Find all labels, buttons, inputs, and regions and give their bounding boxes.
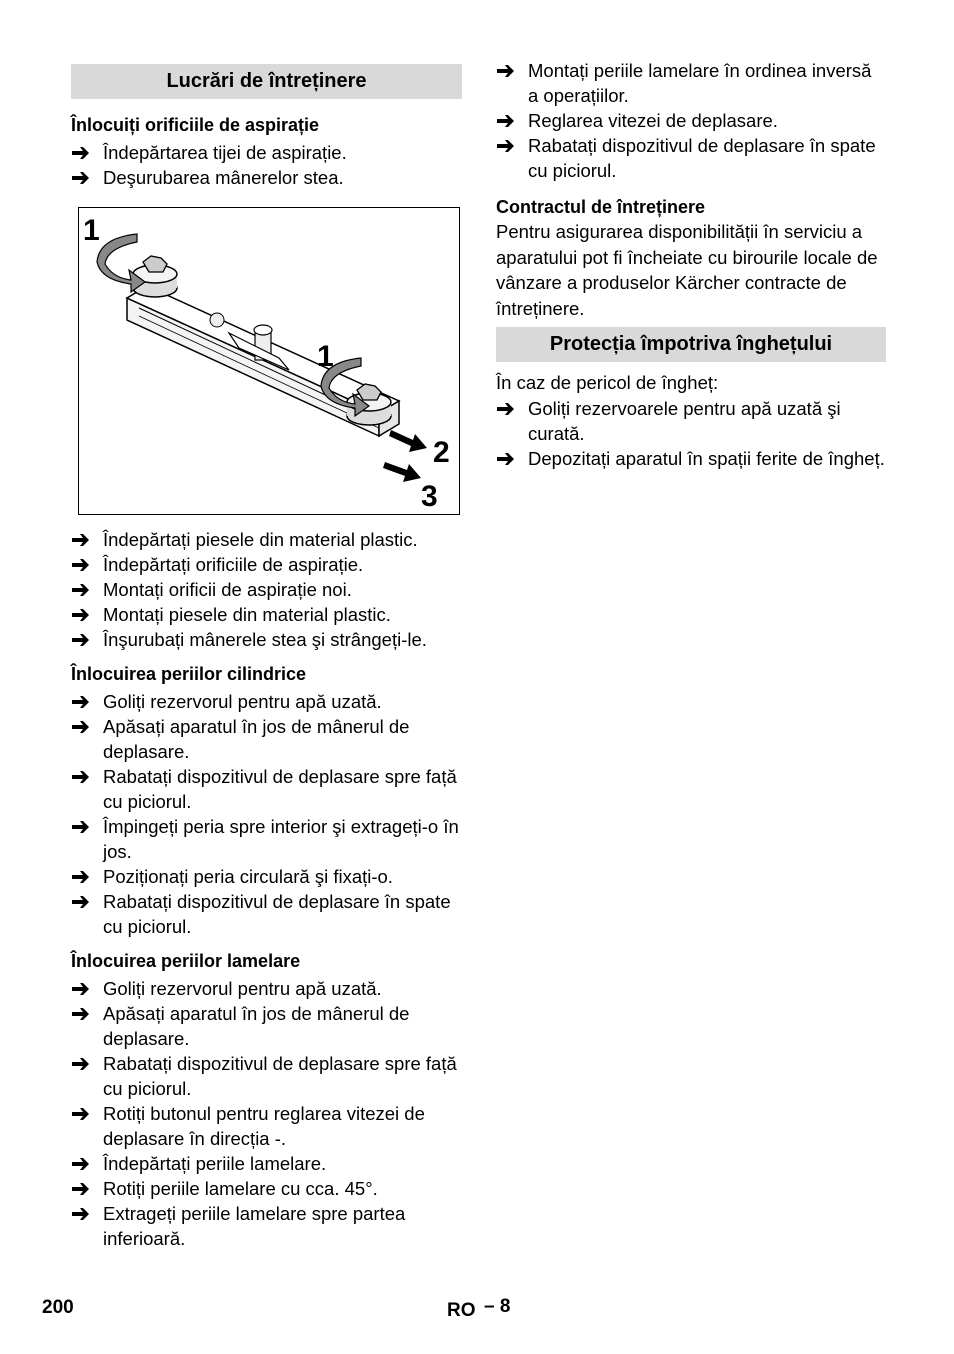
figure-label-3: 3 [421, 480, 438, 513]
step-item [496, 446, 886, 471]
figure-label-1: 1 [83, 214, 100, 247]
arrow-right-icon [497, 139, 517, 153]
subheading-replace-lamella-brushes: Înlocuirea periilor lamelare [71, 951, 301, 971]
step-item [71, 1176, 462, 1201]
subheading-maintenance-contract: Contractul de întreținere [496, 197, 706, 217]
arrow-right-icon [72, 695, 92, 709]
step-text: Îndepărtați periile lamelare. [103, 1153, 327, 1174]
arrow-right-icon [72, 608, 92, 622]
step-text: Extrageți periile lamelare spre partea inferioară. [103, 1203, 406, 1249]
step-text: Rabatați dispozitivul de deplasare spre față cu piciorul. [103, 766, 457, 812]
step-text: Montați piesele din material plastic. [103, 604, 391, 625]
arrow-right-icon [72, 870, 92, 884]
step-text: Goliți rezervorul pentru apă uzată. [103, 978, 382, 999]
step-item [71, 889, 462, 939]
arrow-right-icon [72, 1207, 92, 1221]
arrow-right-icon [72, 533, 92, 547]
subheading-replace-roller-brushes: Înlocuirea periilor cilindrice [71, 664, 307, 684]
arrow-right-icon [72, 1057, 92, 1071]
arrow-right-icon [72, 558, 92, 572]
arrow-right-icon [497, 64, 517, 78]
subheading-replace-suction-nozzles: Înlocuiți orificiile de aspirație [71, 115, 320, 135]
step-text: Depozitați aparatul în spații ferite de îngheț. [528, 447, 885, 469]
step-text: Deşurubarea mânerelor stea. [103, 167, 344, 188]
arrow-right-icon [72, 820, 92, 834]
illustration-drawing [79, 208, 459, 514]
arrow-right-icon [72, 720, 92, 734]
step-item [71, 577, 462, 602]
step-item [71, 602, 462, 627]
maintenance-contract-text: Pentru asigurarea disponibilității în serviciu a aparatului pot fi încheiate cu birourile locale de vânzare a produselor Kärcher contracte de întreținere. [496, 221, 878, 319]
suction-bar-illustration [78, 207, 460, 515]
step-text: Rotiți butonul pentru reglarea vitezei de deplasare în direcția -. [103, 1103, 425, 1149]
step-item [71, 552, 462, 577]
step-text: Reglarea vitezei de deplasare. [528, 110, 778, 131]
arrow-right-icon [497, 114, 517, 128]
step-list [71, 527, 462, 652]
step-list [71, 140, 462, 190]
step-text: Montați periile lamelare în ordinea inversă a operațiilor. [528, 60, 872, 106]
arrow-right-icon [72, 982, 92, 996]
step-text: Rotiți periile lamelare cu cca. 45°. [103, 1178, 378, 1199]
section-title-frost-protection: Protecția împotriva înghețului [496, 327, 886, 362]
arrow-right-icon [72, 633, 92, 647]
step-item [71, 165, 462, 190]
step-item [71, 976, 462, 1001]
step-text: Apăsați aparatul în jos de mânerul de deplasare. [103, 1003, 410, 1049]
step-text: Îndepărtarea tijei de aspirație. [103, 142, 347, 163]
section-title-maintenance: Lucrări de întreținere [71, 64, 462, 99]
step-text: Rabatați dispozitivul de deplasare în spate cu piciorul. [528, 135, 876, 181]
step-text: Goliți rezervorul pentru apă uzată. [103, 691, 382, 712]
step-item [71, 1001, 462, 1051]
frost-intro-text: În caz de pericol de îngheț: [496, 372, 719, 393]
step-item [71, 1151, 462, 1176]
step-item [71, 627, 462, 652]
step-list [71, 976, 462, 1251]
arrow-right-icon [497, 452, 517, 466]
step-item [71, 864, 462, 889]
step-item [71, 140, 462, 165]
arrow-right-icon [72, 895, 92, 909]
step-text: Rabatați dispozitivul de deplasare spre față cu piciorul. [103, 1053, 457, 1099]
page-number: 200 [42, 1297, 74, 1318]
step-item [71, 1101, 462, 1151]
figure-label-1b: 1 [317, 340, 334, 373]
step-list [496, 396, 886, 471]
step-list [496, 58, 886, 183]
arrow-right-icon [72, 770, 92, 784]
figure-label-2: 2 [433, 436, 450, 469]
step-item [71, 714, 462, 764]
left-column [71, 64, 462, 1251]
step-item [496, 108, 886, 133]
step-text: Goliți rezervoarele pentru apă uzată şi curată. [528, 397, 841, 444]
step-text: Îndepărtați piesele din material plastic. [103, 529, 418, 550]
right-column [496, 58, 886, 471]
step-item [71, 814, 462, 864]
step-text: Montați orificii de aspirație noi. [103, 579, 352, 600]
step-item [496, 133, 886, 183]
step-item [71, 764, 462, 814]
arrow-right-icon [72, 1007, 92, 1021]
step-text: Apăsați aparatul în jos de mânerul de deplasare. [103, 716, 410, 762]
step-list [71, 689, 462, 939]
step-text: Înşurubați mânerele stea şi strângeți-le. [103, 629, 427, 650]
arrow-right-icon [72, 1107, 92, 1121]
step-text: Rabatați dispozitivul de deplasare în spate cu piciorul. [103, 891, 451, 937]
step-item [71, 1051, 462, 1101]
footer-language: RO [447, 1300, 476, 1321]
arrow-right-icon [72, 1157, 92, 1171]
arrow-right-icon [72, 146, 92, 160]
step-item [71, 689, 462, 714]
arrow-right-icon [72, 171, 92, 185]
step-text: Îndepărtați orificiile de aspirație. [103, 554, 364, 575]
step-text: Poziționați peria circulară şi fixați-o. [103, 866, 393, 887]
footer-section-number: – 8 [484, 1296, 511, 1317]
step-item [496, 58, 886, 108]
step-item [496, 396, 886, 446]
arrow-right-icon [497, 402, 517, 416]
step-text: Împingeți peria spre interior şi extrageți-o în jos. [103, 816, 459, 862]
step-item [71, 1201, 462, 1251]
arrow-right-icon [72, 1182, 92, 1196]
step-item [71, 527, 462, 552]
arrow-right-icon [72, 583, 92, 597]
